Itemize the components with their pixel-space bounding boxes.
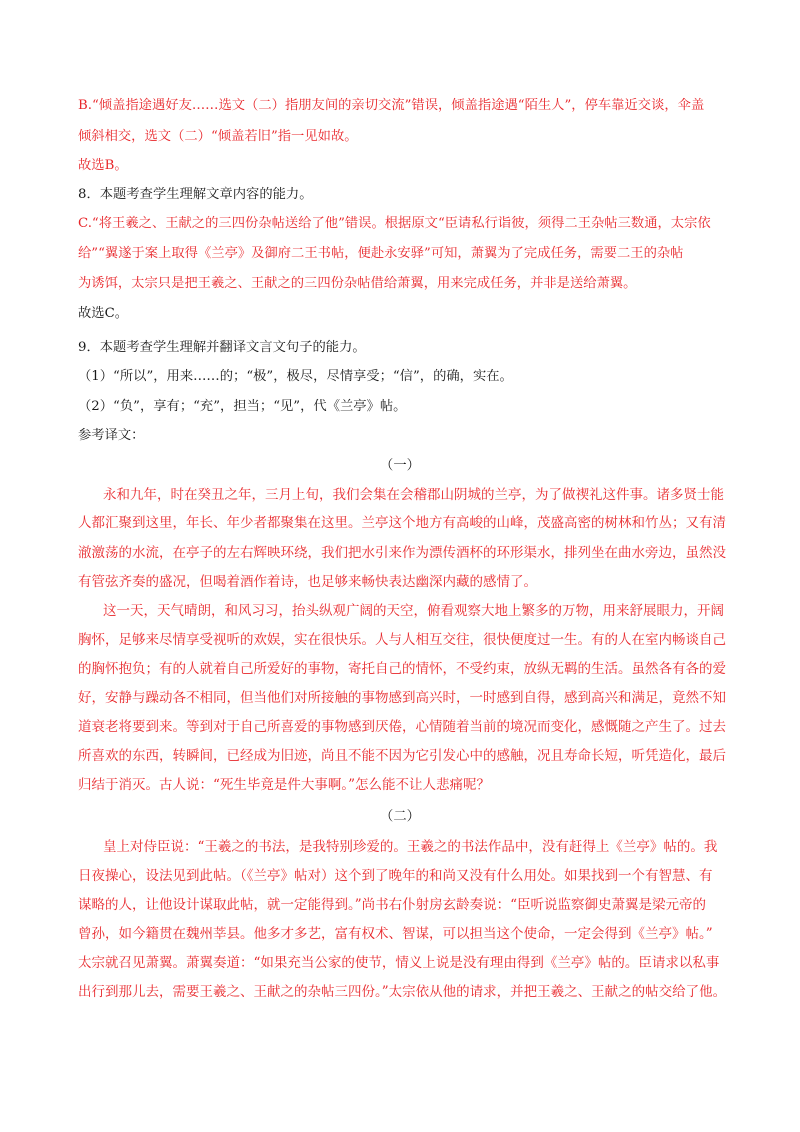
translation-2-line: 谋略的人，让他设计谋取此帖，就一定能得到。”尚书右仆射房玄龄奏说：“臣听说监察御史萧翼是梁元帝的 (78, 897, 707, 913)
translation-1-line: 有管弦齐奏的盛况，但喝着酒作着诗，也足够来畅快表达幽深内藏的感情了。 (78, 574, 537, 590)
translation-1-line: 好，安静与躁动各不相同，但当他们对所接触的事物感到高兴时，一时感到自得，感到高兴和满足，竟然不知 (78, 690, 726, 706)
translation-1-line: 道衰老将要到来。等到对于自己所喜爱的事物感到厌倦，心情随着当前的境况而变化，感慨随之产生了。过去 (78, 719, 726, 735)
answer-9-part-1: （1）“所以”，用来……的；“极”，极尽，尽情享受；“信”，的确，实在。 (78, 369, 513, 384)
answer-8-line-3: 为诱饵，太宗只是把王羲之、王献之的三四份杂帖借给萧翼，用来完成任务，并非是送给萧翼。 (78, 276, 637, 291)
answer-9-part-2: （2）“负”，享有；“充”，担当；“见”，代《兰亭》帖。 (78, 399, 407, 414)
answer-8-line-1: C.“将王羲之、王献之的三四份杂帖送给了他”错误。根据原文“臣请私行诣彼，须得二王杂帖三数通，太宗依 (78, 216, 711, 231)
translation-2-line: 皇上对侍臣说：“王羲之的书法，是我特别珍爱的。王羲之的书法作品中，没有赶得上《兰亭》帖的。我 (103, 839, 718, 855)
reference-translation-label: 参考译文： (78, 428, 145, 443)
translation-2-line: 曾孙，如今籍贯在魏州莘县。他多才多艺，富有权术、智谋，可以担当这个使命，一定会得到《兰亭》帖。” (78, 926, 713, 942)
answer-8-line-2: 给”“翼遂于案上取得《兰亭》及御府二王书帖，便赴永安驿”可知，萧翼为了完成任务，需要二王的杂帖 (78, 246, 684, 261)
answer-8-choice: 故选C。 (78, 306, 129, 321)
answer-b-line-2: 倾斜相交，选文（二）“倾盖若旧”指一见如故。 (78, 129, 358, 144)
section-1-title: （一） (380, 458, 420, 473)
question-8-heading: 8．本题考查学生理解文章内容的能力。 (78, 187, 313, 202)
translation-1-line: 胸怀，足够来尽情享受视听的欢娱，实在很快乐。人与人相互交往，很快便度过一生。有的人在室内畅谈自己 (78, 632, 726, 648)
translation-1-line: 人都汇聚到这里，年长、年少者都聚集在这里。兰亭这个地方有高峻的山峰，茂盛高密的树林和竹丛；又有清 (78, 515, 726, 531)
translation-2-line: 日夜操心，设法见到此帖。（《兰亭》帖对）这个到了晚年的和尚又没有什么用处。如果找到一个有智慧、有 (78, 868, 713, 884)
translation-2-line: 出行到那儿去，需要王羲之、王献之的杂帖三四份。”太宗依从他的请求，并把王羲之、王献之的帖交给了他。 (78, 984, 727, 1000)
translation-1-line: 的胸怀抱负；有的人就着自己所爱好的事物，寄托自己的情怀，不受约束，放纵无羁的生活。虽然各有各的爱 (78, 661, 726, 677)
answer-b-line-1: B.“倾盖指途遇好友……选文（二）指朋友间的亲切交流”错误，倾盖指途遇“陌生人”，停车靠近交谈，伞盖 (78, 98, 705, 113)
answer-b-choice: 故选B。 (78, 158, 128, 173)
translation-1-line: 所喜欢的东西，转瞬间，已经成为旧迹，尚且不能不因为它引发心中的感触，况且寿命长短，听凭造化，最后 (78, 748, 726, 764)
section-2-title: （二） (380, 809, 420, 824)
translation-1-line: 永和九年，时在癸丑之年，三月上旬，我们会集在会稽郡山阴城的兰亭，为了做禊礼这件事。诸多贤士能 (103, 487, 724, 503)
translation-1-line: 归结于消灭。古人说：“死生毕竟是件大事啊。”怎么能不让人悲痛呢？ (78, 777, 491, 793)
translation-2-line: 太宗就召见萧翼。萧翼奏道：“如果充当公家的使节，情义上说是没有理由得到《兰亭》帖的。臣请求以私事 (78, 955, 720, 971)
translation-1-line: 澈激荡的水流，在亭子的左右辉映环绕，我们把水引来作为漂传酒杯的环形渠水，排列坐在曲水旁边，虽然没 (78, 545, 726, 561)
question-9-heading: 9．本题考查学生理解并翻译文言文句子的能力。 (78, 340, 366, 355)
translation-1-line: 这一天，天气晴朗，和风习习，抬头纵观广阔的天空，俯看观察大地上繁多的万物，用来舒展眼力，开阔 (103, 603, 724, 619)
